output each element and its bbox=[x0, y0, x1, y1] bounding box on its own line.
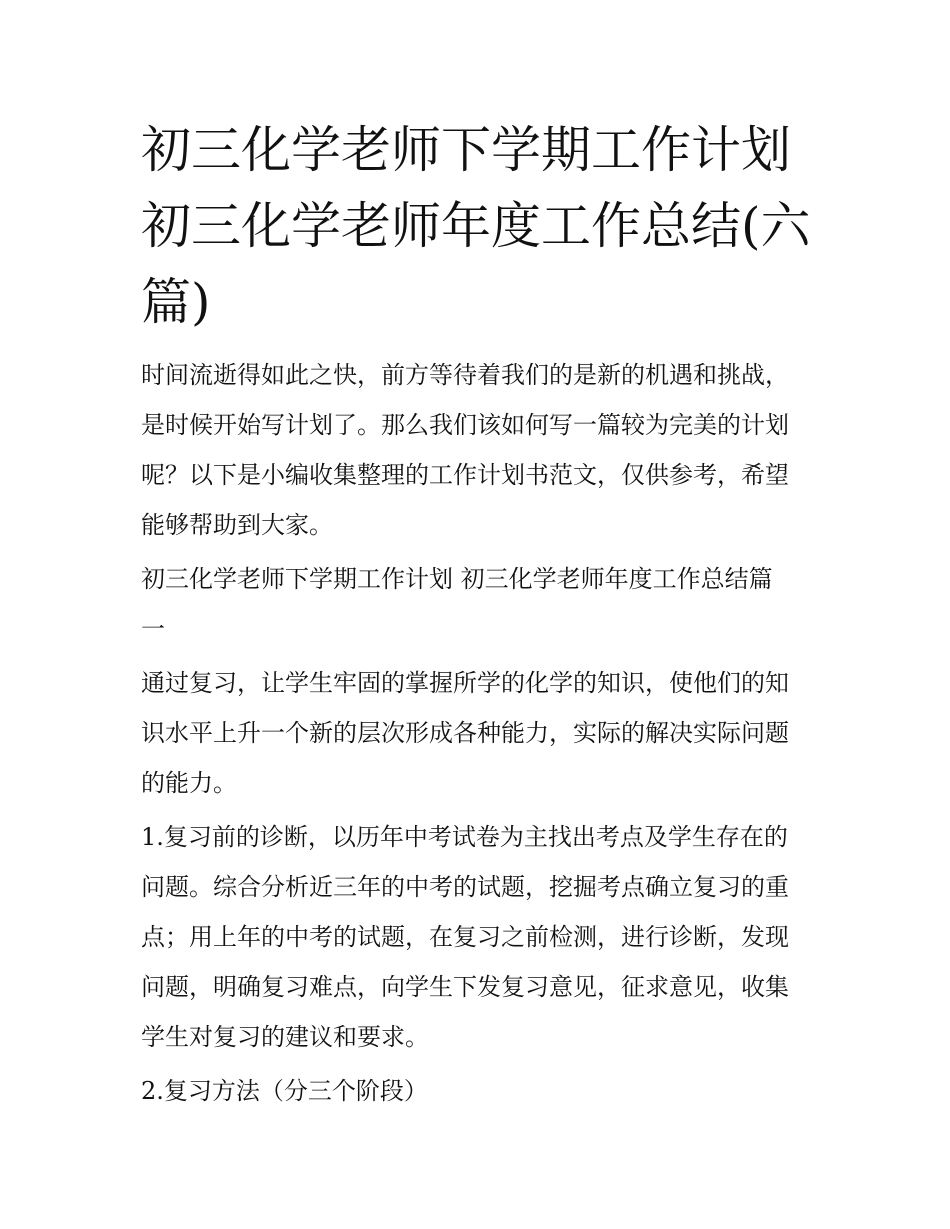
list-item-2 bbox=[141, 1066, 821, 1116]
title-line: 篇) bbox=[141, 273, 211, 331]
document-title bbox=[141, 112, 821, 340]
title-line: 初三化学老师下学期工作计划 bbox=[141, 121, 791, 179]
section-heading bbox=[141, 554, 821, 654]
text-line: 一 bbox=[141, 615, 165, 643]
text-line: 识水平上升一个新的层次形成各种能力，实际的解决实际问题 bbox=[141, 719, 789, 747]
text-line: 学生对复习的建议和要求。 bbox=[141, 1023, 429, 1051]
text-line: 2.复习方法（分三个阶段） bbox=[141, 1077, 428, 1105]
text-line: 初三化学老师下学期工作计划 初三化学老师年度工作总结篇 bbox=[141, 565, 773, 593]
text-line: 呢？以下是小编收集整理的工作计划书范文，仅供参考，希望 bbox=[141, 461, 789, 489]
intro-paragraph bbox=[141, 350, 821, 550]
text-line: 点；用上年的中考的试题，在复习之前检测，进行诊断，发现 bbox=[141, 923, 789, 951]
body-paragraph bbox=[141, 658, 821, 808]
text-line: 1.复习前的诊断，以历年中考试卷为主找出考点及学生存在的 bbox=[141, 823, 788, 851]
text-line: 的能力。 bbox=[141, 769, 237, 797]
text-line: 能够帮助到大家。 bbox=[141, 511, 333, 539]
document-page bbox=[141, 112, 821, 1120]
text-line: 问题，明确复习难点，向学生下发复习意见，征求意见，收集 bbox=[141, 973, 789, 1001]
text-line: 问题。综合分析近三年的中考的试题，挖掘考点确立复习的重 bbox=[141, 873, 789, 901]
text-line: 时间流逝得如此之快，前方等待着我们的是新的机遇和挑战， bbox=[141, 361, 789, 389]
title-line: 初三化学老师年度工作总结(六 bbox=[141, 197, 811, 255]
text-line: 是时候开始写计划了。那么我们该如何写一篇较为完美的计划 bbox=[141, 411, 789, 439]
text-line: 通过复习，让学生牢固的掌握所学的化学的知识，使他们的知 bbox=[141, 669, 789, 697]
list-item-1 bbox=[141, 812, 821, 1062]
